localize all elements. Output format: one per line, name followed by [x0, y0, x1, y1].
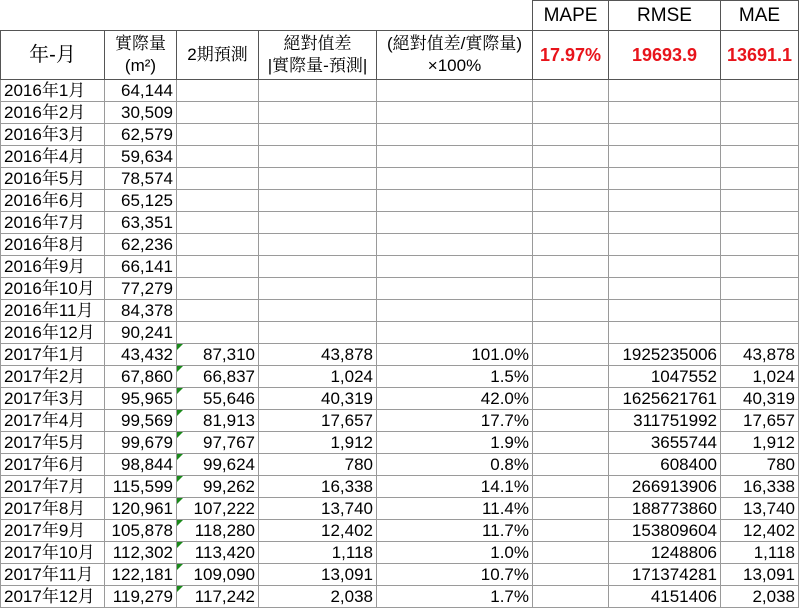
cell-abs-error[interactable]: 16,338: [721, 476, 799, 498]
cell-abs-error[interactable]: 13,091: [721, 564, 799, 586]
cell-blank: [259, 1, 377, 31]
cell-mape[interactable]: [533, 190, 609, 212]
table-row: [1, 410, 799, 432]
cell-abs-diff[interactable]: [259, 322, 377, 344]
header-row: [1, 31, 799, 80]
cell-squared-error[interactable]: 311751992: [609, 410, 721, 432]
cell-forecast[interactable]: [177, 300, 259, 322]
table-row: [1, 520, 799, 542]
cell-abs-diff[interactable]: 13,740: [259, 498, 377, 520]
table-row: [1, 234, 799, 256]
cell-mape[interactable]: [533, 410, 609, 432]
cell-actual[interactable]: 98,844: [105, 454, 177, 476]
cell-month[interactable]: 2016年7月: [1, 212, 105, 234]
cell-pct-error[interactable]: [377, 256, 533, 278]
header-pct-line2: ×100%: [427, 56, 482, 75]
cell-abs-error[interactable]: 13,740: [721, 498, 799, 520]
cell-abs-error[interactable]: [721, 300, 799, 322]
cell-forecast[interactable]: [177, 190, 259, 212]
cell-forecast[interactable]: [177, 146, 259, 168]
cell-abs-diff[interactable]: 17,657: [259, 410, 377, 432]
mae-label[interactable]: MAE: [721, 1, 799, 31]
cell-month[interactable]: 2017年3月: [1, 388, 105, 410]
cell-mape[interactable]: [533, 102, 609, 124]
cell-squared-error[interactable]: [609, 124, 721, 146]
cell-squared-error[interactable]: [609, 278, 721, 300]
table-row: [1, 300, 799, 322]
cell-forecast[interactable]: 113,420: [177, 542, 259, 564]
header-actual-line2: (m²): [124, 56, 157, 75]
cell-mape[interactable]: [533, 234, 609, 256]
cell-actual[interactable]: 99,569: [105, 410, 177, 432]
cell-month[interactable]: 2016年9月: [1, 256, 105, 278]
cell-month[interactable]: 2016年6月: [1, 190, 105, 212]
cell-pct-error[interactable]: [377, 190, 533, 212]
cell-squared-error[interactable]: [609, 300, 721, 322]
cell-mape[interactable]: [533, 278, 609, 300]
cell-mape[interactable]: [533, 344, 609, 366]
cell-month[interactable]: 2017年2月: [1, 366, 105, 388]
cell-abs-error[interactable]: [721, 212, 799, 234]
cell-blank: [105, 1, 177, 31]
cell-mape[interactable]: [533, 212, 609, 234]
rmse-value[interactable]: 19693.9: [609, 31, 721, 80]
cell-forecast[interactable]: [177, 168, 259, 190]
cell-month[interactable]: 2016年10月: [1, 278, 105, 300]
cell-abs-diff[interactable]: [259, 102, 377, 124]
cell-abs-diff[interactable]: [259, 124, 377, 146]
cell-month[interactable]: 2016年12月: [1, 322, 105, 344]
cell-pct-error[interactable]: [377, 278, 533, 300]
cell-pct-error[interactable]: [377, 146, 533, 168]
cell-abs-error[interactable]: [721, 278, 799, 300]
table-row: [1, 366, 799, 388]
cell-forecast[interactable]: [177, 234, 259, 256]
cell-squared-error[interactable]: [609, 322, 721, 344]
cell-mape[interactable]: [533, 168, 609, 190]
cell-forecast[interactable]: 117,242: [177, 586, 259, 608]
table-row: [1, 256, 799, 278]
cell-forecast[interactable]: 99,262: [177, 476, 259, 498]
cell-abs-diff[interactable]: 40,319: [259, 388, 377, 410]
rmse-label[interactable]: RMSE: [609, 1, 721, 31]
cell-mape[interactable]: [533, 564, 609, 586]
cell-pct-error[interactable]: 14.1%: [377, 476, 533, 498]
cell-mape[interactable]: [533, 454, 609, 476]
cell-forecast[interactable]: 118,280: [177, 520, 259, 542]
mape-value[interactable]: 17.97%: [533, 31, 609, 80]
cell-actual[interactable]: 66,141: [105, 256, 177, 278]
cell-forecast[interactable]: 99,624: [177, 454, 259, 476]
cell-squared-error[interactable]: 1625621761: [609, 388, 721, 410]
cell-squared-error[interactable]: 266913906: [609, 476, 721, 498]
cell-abs-diff[interactable]: 2,038: [259, 586, 377, 608]
cell-squared-error[interactable]: 4151406: [609, 586, 721, 608]
cell-abs-error[interactable]: 12,402: [721, 520, 799, 542]
cell-squared-error[interactable]: 608400: [609, 454, 721, 476]
cell-abs-diff[interactable]: 1,118: [259, 542, 377, 564]
cell-month[interactable]: 2017年5月: [1, 432, 105, 454]
cell-squared-error[interactable]: 1925235006: [609, 344, 721, 366]
table-row: [1, 344, 799, 366]
cell-squared-error[interactable]: 153809604: [609, 520, 721, 542]
header-absdiff-line1: 絕對值差: [283, 34, 352, 53]
cell-forecast[interactable]: [177, 80, 259, 102]
cell-month[interactable]: 2017年6月: [1, 454, 105, 476]
cell-mape[interactable]: [533, 388, 609, 410]
header-month[interactable]: 年-月: [1, 31, 105, 80]
cell-actual[interactable]: 62,236: [105, 234, 177, 256]
cell-mape[interactable]: [533, 146, 609, 168]
cell-month[interactable]: 2017年9月: [1, 520, 105, 542]
cell-forecast[interactable]: [177, 256, 259, 278]
cell-pct-error[interactable]: [377, 322, 533, 344]
cell-month[interactable]: 2017年11月: [1, 564, 105, 586]
header-absdiff[interactable]: [259, 31, 377, 80]
table-row: [1, 278, 799, 300]
cell-abs-error[interactable]: 17,657: [721, 410, 799, 432]
cell-month[interactable]: 2017年1月: [1, 344, 105, 366]
cell-actual[interactable]: 122,181: [105, 564, 177, 586]
table-row: [1, 322, 799, 344]
cell-actual[interactable]: 105,878: [105, 520, 177, 542]
cell-pct-error[interactable]: 11.4%: [377, 498, 533, 520]
cell-actual[interactable]: 67,860: [105, 366, 177, 388]
cell-abs-diff[interactable]: 780: [259, 454, 377, 476]
cell-forecast[interactable]: [177, 124, 259, 146]
cell-squared-error[interactable]: 188773860: [609, 498, 721, 520]
cell-actual[interactable]: 120,961: [105, 498, 177, 520]
table-row: [1, 102, 799, 124]
header-forecast[interactable]: 2期預測: [177, 31, 259, 80]
cell-abs-error[interactable]: [721, 168, 799, 190]
cell-actual[interactable]: 59,634: [105, 146, 177, 168]
cell-actual[interactable]: 90,241: [105, 322, 177, 344]
cell-mape[interactable]: [533, 300, 609, 322]
cell-pct-error[interactable]: 1.0%: [377, 542, 533, 564]
cell-month[interactable]: 2016年2月: [1, 102, 105, 124]
cell-forecast[interactable]: 97,767: [177, 432, 259, 454]
cell-pct-error[interactable]: 17.7%: [377, 410, 533, 432]
cell-month[interactable]: 2016年3月: [1, 124, 105, 146]
metric-label-row: [1, 1, 799, 31]
cell-abs-error[interactable]: 780: [721, 454, 799, 476]
cell-actual[interactable]: 95,965: [105, 388, 177, 410]
cell-forecast[interactable]: 66,837: [177, 366, 259, 388]
cell-mape[interactable]: [533, 256, 609, 278]
cell-abs-diff[interactable]: 1,024: [259, 366, 377, 388]
cell-pct-error[interactable]: [377, 102, 533, 124]
cell-abs-error[interactable]: [721, 322, 799, 344]
cell-month[interactable]: 2016年4月: [1, 146, 105, 168]
mae-value[interactable]: 13691.1: [721, 31, 799, 80]
cell-squared-error[interactable]: [609, 102, 721, 124]
cell-actual[interactable]: 62,579: [105, 124, 177, 146]
table-row: [1, 542, 799, 564]
cell-abs-diff[interactable]: [259, 300, 377, 322]
cell-forecast[interactable]: [177, 102, 259, 124]
cell-abs-diff[interactable]: [259, 234, 377, 256]
table-row: [1, 168, 799, 190]
cell-abs-error[interactable]: [721, 256, 799, 278]
cell-abs-error[interactable]: 1,912: [721, 432, 799, 454]
table-row: [1, 454, 799, 476]
cell-squared-error[interactable]: 1047552: [609, 366, 721, 388]
cell-actual[interactable]: 65,125: [105, 190, 177, 212]
cell-abs-error[interactable]: 40,319: [721, 388, 799, 410]
table-row: [1, 586, 799, 608]
cell-abs-diff[interactable]: 43,878: [259, 344, 377, 366]
cell-mape[interactable]: [533, 586, 609, 608]
cell-abs-error[interactable]: 1,024: [721, 366, 799, 388]
cell-pct-error[interactable]: 0.8%: [377, 454, 533, 476]
cell-actual[interactable]: 119,279: [105, 586, 177, 608]
cell-month[interactable]: 2017年7月: [1, 476, 105, 498]
header-absdiff-line2: |實際量-預測|: [267, 56, 368, 75]
cell-abs-diff[interactable]: 12,402: [259, 520, 377, 542]
cell-abs-error[interactable]: 2,038: [721, 586, 799, 608]
cell-mape[interactable]: [533, 322, 609, 344]
cell-month[interactable]: 2017年10月: [1, 542, 105, 564]
cell-mape[interactable]: [533, 520, 609, 542]
cell-month[interactable]: 2017年12月: [1, 586, 105, 608]
cell-month[interactable]: 2017年4月: [1, 410, 105, 432]
cell-forecast[interactable]: [177, 212, 259, 234]
cell-actual[interactable]: 99,679: [105, 432, 177, 454]
cell-forecast[interactable]: 87,310: [177, 344, 259, 366]
cell-abs-error[interactable]: [721, 146, 799, 168]
cell-pct-error[interactable]: [377, 234, 533, 256]
cell-blank: [177, 1, 259, 31]
cell-abs-diff[interactable]: [259, 80, 377, 102]
cell-squared-error[interactable]: [609, 212, 721, 234]
cell-actual[interactable]: 63,351: [105, 212, 177, 234]
table-row: [1, 124, 799, 146]
header-actual-line1: 實際量: [115, 34, 166, 53]
cell-mape[interactable]: [533, 366, 609, 388]
cell-abs-diff[interactable]: [259, 278, 377, 300]
cell-forecast[interactable]: [177, 322, 259, 344]
cell-abs-error[interactable]: 43,878: [721, 344, 799, 366]
cell-actual[interactable]: 30,509: [105, 102, 177, 124]
table-row: [1, 80, 799, 102]
table-row: [1, 476, 799, 498]
table-row: [1, 190, 799, 212]
cell-month[interactable]: 2016年8月: [1, 234, 105, 256]
cell-pct-error[interactable]: 42.0%: [377, 388, 533, 410]
cell-month[interactable]: 2016年11月: [1, 300, 105, 322]
cell-month[interactable]: 2016年1月: [1, 80, 105, 102]
cell-actual[interactable]: 115,599: [105, 476, 177, 498]
cell-abs-error[interactable]: [721, 190, 799, 212]
cell-month[interactable]: 2017年8月: [1, 498, 105, 520]
cell-abs-diff[interactable]: 13,091: [259, 564, 377, 586]
table-row: [1, 432, 799, 454]
header-pct-line1: (絕對值差/實際量): [386, 34, 523, 53]
mape-label[interactable]: MAPE: [533, 1, 609, 31]
cell-pct-error[interactable]: 11.7%: [377, 520, 533, 542]
cell-squared-error[interactable]: 1248806: [609, 542, 721, 564]
cell-actual[interactable]: 84,378: [105, 300, 177, 322]
cell-squared-error[interactable]: 171374281: [609, 564, 721, 586]
cell-actual[interactable]: 64,144: [105, 80, 177, 102]
cell-mape[interactable]: [533, 498, 609, 520]
cell-abs-error[interactable]: [721, 102, 799, 124]
cell-abs-error[interactable]: [721, 124, 799, 146]
cell-pct-error[interactable]: 1.9%: [377, 432, 533, 454]
cell-forecast[interactable]: [177, 278, 259, 300]
cell-abs-error[interactable]: 1,118: [721, 542, 799, 564]
cell-actual[interactable]: 78,574: [105, 168, 177, 190]
cell-blank: [377, 1, 533, 31]
cell-abs-diff[interactable]: [259, 190, 377, 212]
cell-abs-error[interactable]: [721, 80, 799, 102]
cell-abs-diff[interactable]: [259, 146, 377, 168]
cell-actual[interactable]: 43,432: [105, 344, 177, 366]
cell-mape[interactable]: [533, 432, 609, 454]
cell-pct-error[interactable]: 10.7%: [377, 564, 533, 586]
cell-pct-error[interactable]: 1.7%: [377, 586, 533, 608]
cell-pct-error[interactable]: [377, 300, 533, 322]
table-row: [1, 498, 799, 520]
cell-forecast[interactable]: 109,090: [177, 564, 259, 586]
cell-pct-error[interactable]: [377, 80, 533, 102]
cell-month[interactable]: 2016年5月: [1, 168, 105, 190]
cell-squared-error[interactable]: [609, 168, 721, 190]
cell-mape[interactable]: [533, 476, 609, 498]
cell-pct-error[interactable]: [377, 124, 533, 146]
cell-pct-error[interactable]: 101.0%: [377, 344, 533, 366]
cell-abs-error[interactable]: [721, 234, 799, 256]
cell-mape[interactable]: [533, 542, 609, 564]
cell-pct-error[interactable]: 1.5%: [377, 366, 533, 388]
table-row: [1, 564, 799, 586]
cell-squared-error[interactable]: [609, 80, 721, 102]
table-row: [1, 146, 799, 168]
cell-abs-diff[interactable]: [259, 212, 377, 234]
cell-squared-error[interactable]: [609, 190, 721, 212]
cell-squared-error[interactable]: [609, 146, 721, 168]
cell-pct-error[interactable]: [377, 168, 533, 190]
header-pct-error[interactable]: [377, 31, 533, 80]
cell-mape[interactable]: [533, 80, 609, 102]
cell-squared-error[interactable]: [609, 256, 721, 278]
cell-squared-error[interactable]: 3655744: [609, 432, 721, 454]
cell-forecast[interactable]: 107,222: [177, 498, 259, 520]
cell-forecast[interactable]: 55,646: [177, 388, 259, 410]
cell-abs-diff[interactable]: [259, 256, 377, 278]
table-row: [1, 212, 799, 234]
cell-abs-diff[interactable]: [259, 168, 377, 190]
cell-blank: [1, 1, 105, 31]
cell-squared-error[interactable]: [609, 234, 721, 256]
cell-mape[interactable]: [533, 124, 609, 146]
cell-actual[interactable]: 77,279: [105, 278, 177, 300]
table-row: [1, 388, 799, 410]
cell-abs-diff[interactable]: 1,912: [259, 432, 377, 454]
cell-abs-diff[interactable]: 16,338: [259, 476, 377, 498]
cell-pct-error[interactable]: [377, 212, 533, 234]
cell-forecast[interactable]: 81,913: [177, 410, 259, 432]
cell-actual[interactable]: 112,302: [105, 542, 177, 564]
header-actual[interactable]: [105, 31, 177, 80]
